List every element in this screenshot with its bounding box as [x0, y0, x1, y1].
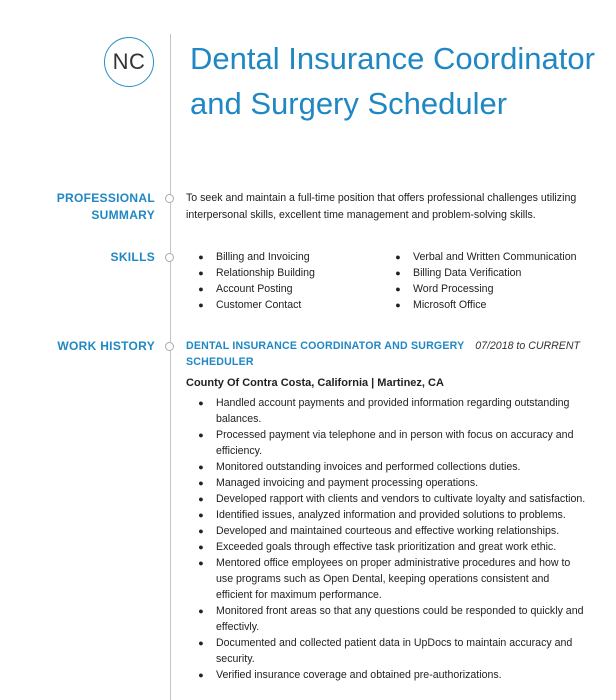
list-item	[186, 667, 586, 683]
bullet-icon: ●	[395, 300, 401, 310]
bullet-icon: ●	[198, 558, 204, 568]
duty-text: Developed and maintained courteous and effective working relationships.	[216, 525, 560, 537]
bullet-icon: ●	[198, 462, 204, 472]
duty-text: Exceeded goals through effective task prioritization and great work ethic.	[216, 541, 557, 553]
duty-text: Processed payment via telephone and in person with focus on accuracy and efficiency.	[216, 429, 574, 457]
skill-label: Customer Contact	[216, 299, 302, 311]
summary-text: To seek and maintain a full-time position that offers professional challenges utilizing interpersonal skills, excellent time management and problem-solving skills.	[186, 192, 577, 221]
skill-item	[383, 281, 603, 297]
bullet-icon: ●	[198, 542, 204, 552]
resume-title: Dental Insurance Coordinator and Surgery Scheduler	[190, 41, 595, 121]
bullet-icon: ●	[198, 478, 204, 488]
job-title: DENTAL INSURANCE COORDINATOR AND SURGERY SCHEDULER	[186, 340, 465, 368]
duty-text: Monitored outstanding invoices and performed collections duties.	[216, 461, 521, 473]
skill-item	[186, 297, 383, 313]
duty-text: Handled account payments and provided information regarding outstanding balances.	[216, 397, 570, 425]
list-item	[186, 603, 586, 635]
bullet-icon: ●	[198, 494, 204, 504]
bullet-icon: ●	[198, 638, 204, 648]
duty-text: Monitored front areas so that any questions could be responded to quickly and effectivly.	[216, 605, 584, 633]
bullet-icon: ●	[198, 606, 204, 616]
duty-text: Managed invoicing and payment processing operations.	[216, 477, 479, 489]
duty-text: Mentored office employees on proper administrative procedures and how to use programs such as Open Dental, keeping operations consistent and efficient for maximum performance.	[216, 557, 571, 601]
duty-text: Documented and collected patient data in UpDocs to maintain accuracy and security.	[216, 637, 573, 665]
bullet-icon: ●	[198, 268, 204, 278]
bullet-icon: ●	[395, 268, 401, 278]
list-item	[186, 539, 586, 555]
skill-item	[383, 265, 603, 281]
list-item	[186, 427, 586, 459]
timeline-divider	[170, 34, 171, 700]
list-item	[186, 507, 586, 523]
bullet-icon: ●	[395, 252, 401, 262]
skill-item	[383, 297, 603, 313]
duty-text: Verified insurance coverage and obtained pre-authorizations.	[216, 669, 502, 681]
work-history-heading: WORK HISTORY	[57, 339, 155, 353]
duty-text: Identified issues, analyzed information and provided solutions to problems.	[216, 509, 566, 521]
skill-item	[186, 265, 383, 281]
skill-label: Relationship Building	[216, 267, 315, 279]
list-item	[186, 475, 586, 491]
bullet-icon: ●	[198, 670, 204, 680]
skill-label: Account Posting	[216, 283, 293, 295]
skill-label: Microsoft Office	[413, 299, 487, 311]
list-item	[186, 635, 586, 667]
skill-item	[186, 281, 383, 297]
bullet-icon: ●	[198, 252, 204, 262]
duty-text: Developed rapport with clients and vendors to cultivate loyalty and satisfaction.	[216, 493, 586, 505]
bullet-icon: ●	[395, 284, 401, 294]
list-item	[186, 555, 586, 603]
skills-heading: SKILLS	[110, 250, 155, 264]
initials-monogram: NC	[104, 37, 154, 87]
summary-heading: PROFESSIONAL SUMMARY	[56, 191, 155, 222]
timeline-node-skills	[165, 253, 174, 262]
skill-label: Word Processing	[413, 283, 494, 295]
list-item	[186, 459, 586, 475]
skill-label: Billing Data Verification	[413, 267, 522, 279]
bullet-icon: ●	[198, 284, 204, 294]
bullet-icon: ●	[198, 510, 204, 520]
job-duties-list	[186, 395, 586, 683]
list-item	[186, 395, 586, 427]
timeline-node-work	[165, 342, 174, 351]
skill-item	[383, 249, 603, 265]
skill-item	[186, 249, 383, 265]
list-item	[186, 491, 586, 507]
job-company: County Of Contra Costa, California | Martinez, CA	[186, 377, 444, 389]
bullet-icon: ●	[198, 300, 204, 310]
job-dates: 07/2018 to CURRENT	[475, 340, 580, 352]
bullet-icon: ●	[198, 526, 204, 536]
list-item	[186, 523, 586, 539]
skills-list	[186, 249, 606, 313]
bullet-icon: ●	[198, 430, 204, 440]
bullet-icon: ●	[198, 398, 204, 408]
timeline-node-summary	[165, 194, 174, 203]
skill-label: Verbal and Written Communication	[413, 251, 577, 263]
skill-label: Billing and Invoicing	[216, 251, 310, 263]
